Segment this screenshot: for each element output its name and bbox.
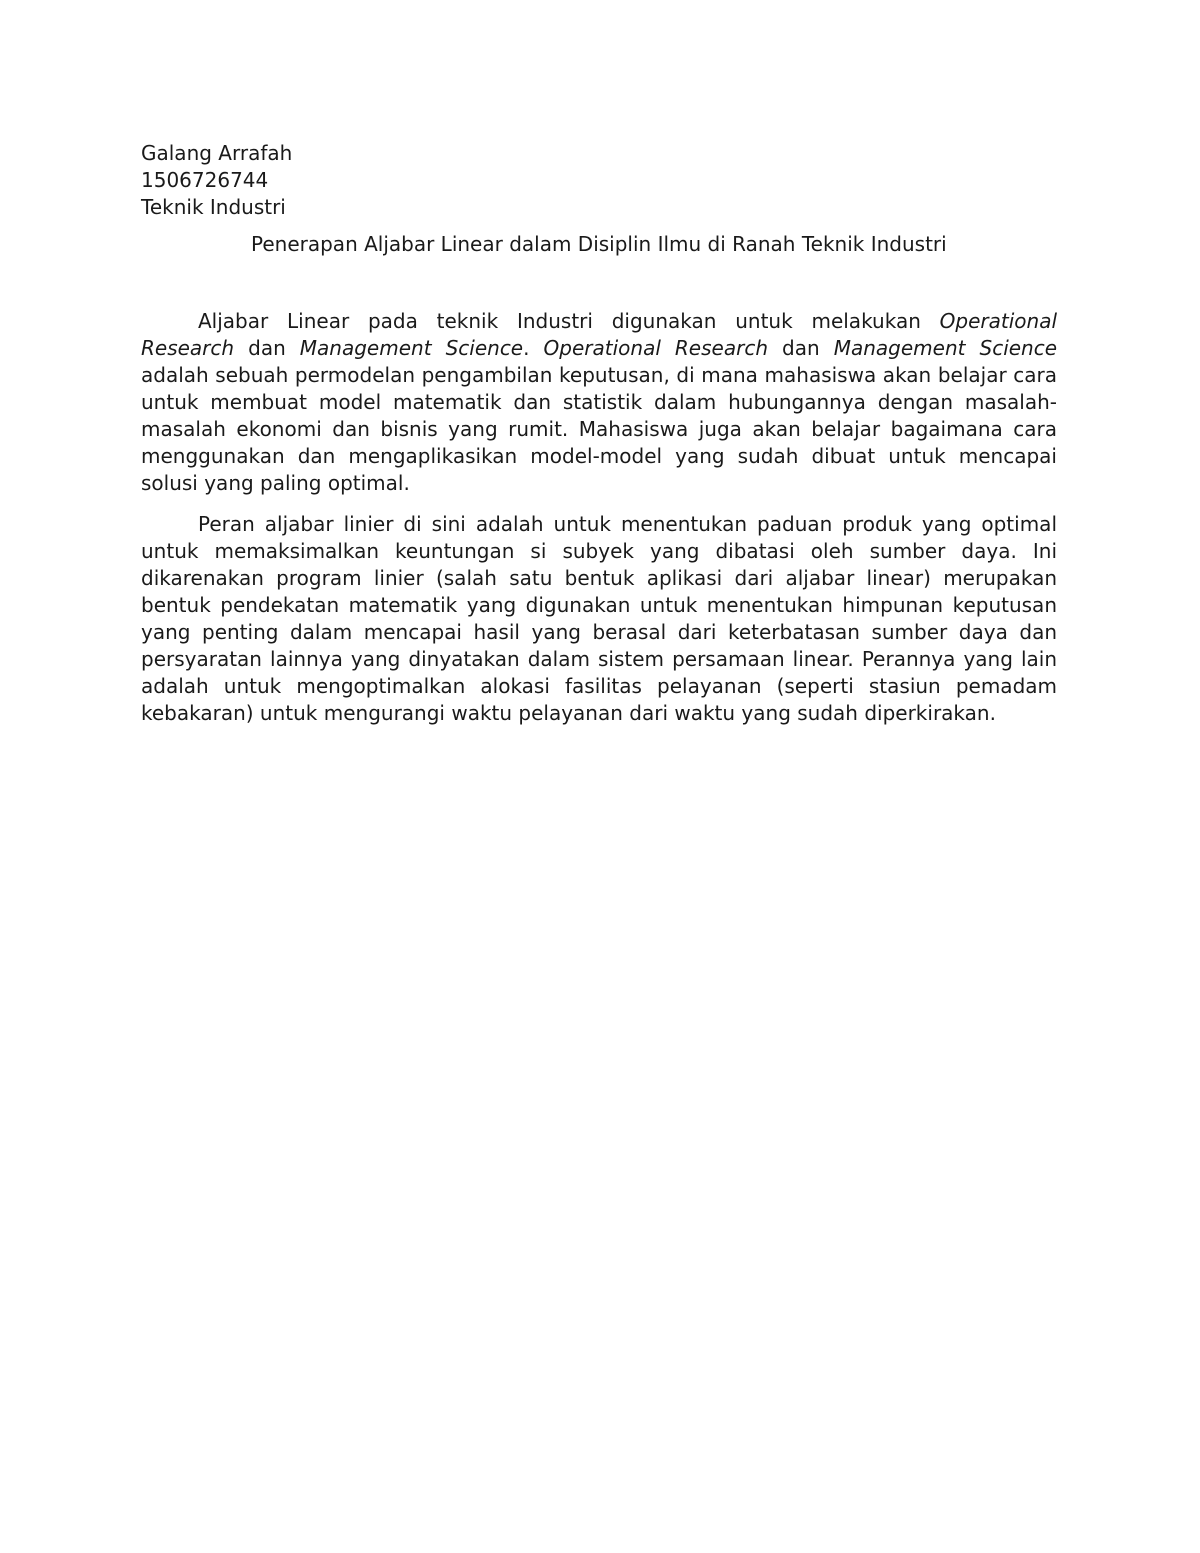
document-title: Penerapan Aljabar Linear dalam Disiplin Ilmu di Ranah Teknik Industri <box>251 232 947 256</box>
paragraph-1-text-5: adalah sebuah permodelan pengambilan keputusan, di mana mahasiswa akan belajar cara untuk membuat model matematik dan statistik dalam hubungannya dengan masalah-masalah ekonomi dan bisnis yang rumit. Mahasiswa juga akan belajar bagaimana cara menggunakan dan mengaplikasikan model-model yang sudah dibuat untuk mencapai solusi yang paling optimal. <box>141 363 1057 495</box>
paragraph-1-italic-1: Operational Research <box>141 309 1057 360</box>
paragraph-1-italic-4: Management Science <box>833 336 1058 360</box>
paragraph-1 <box>141 308 1057 497</box>
paragraph-2: Peran aljabar linier di sini adalah untuk menentukan paduan produk yang optimal untuk memaksimalkan keuntungan si subyek yang dibatasi oleh sumber daya. Ini dikarenakan program linier (salah satu bentuk aplikasi dari aljabar linear) merupakan bentuk pendekatan matematik yang digunakan untuk menentukan himpunan keputusan yang penting dalam mencapai hasil yang berasal dari keterbatasan sumber daya dan persyaratan lainnya yang dinyatakan dalam sistem persamaan linear. Perannya yang lain adalah untuk mengoptimalkan alokasi fasilitas pelayanan (seperti stasiun pemadam kebakaran) untuk mengurangi waktu pelayanan dari waktu yang sudah diperkirakan. <box>141 512 1057 725</box>
paragraph-1-text-3: . <box>523 336 544 360</box>
student-id: 1506726744 <box>141 168 269 192</box>
paragraph-1-italic-2: Management Science <box>299 336 524 360</box>
paragraph-1-italic-3: Operational Research <box>543 336 768 360</box>
paragraph-1-text-1: Aljabar Linear pada teknik Industri digunakan untuk melakukan <box>198 309 940 333</box>
paragraph-1-text-2: dan <box>234 336 300 360</box>
document-content <box>141 140 1057 727</box>
department: Teknik Industri <box>141 195 286 219</box>
paragraph-1-text-4: dan <box>768 336 834 360</box>
author-name: Galang Arrafah <box>141 141 293 165</box>
